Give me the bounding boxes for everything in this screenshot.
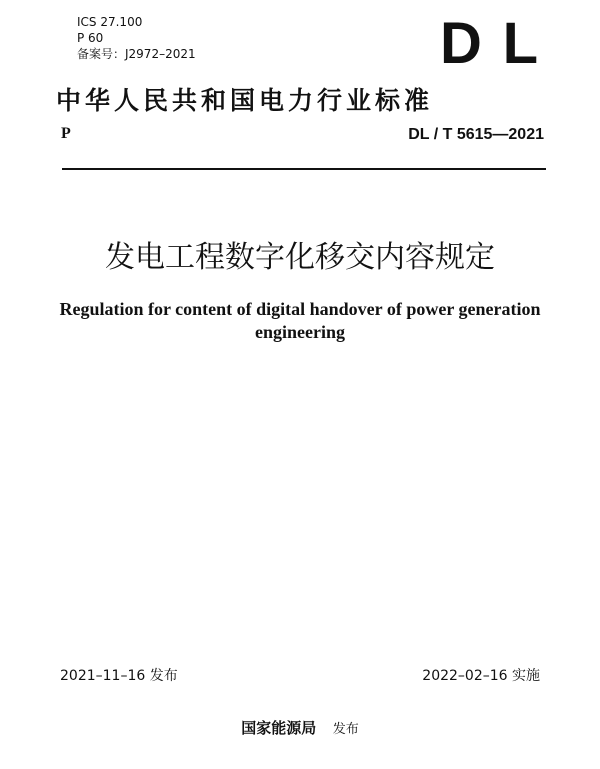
category-code: P 60: [77, 31, 104, 45]
dl-logo: [440, 11, 538, 76]
standard-title: 中华人民共和国电力行业标准: [56, 86, 434, 115]
header-divider: [62, 168, 546, 170]
implemented-date: 2022–02–16 实施: [422, 668, 540, 684]
document-title-english: Regulation for content of digital handover of power generation engineering: [59, 299, 541, 342]
logo-letter-d: D: [440, 11, 482, 76]
logo-letter-l: L: [502, 11, 538, 76]
issuer: [0, 719, 600, 739]
issuer-name: 国家能源局: [241, 719, 317, 737]
issuer-action: 发布: [332, 722, 359, 737]
classification-code: P: [61, 125, 71, 142]
issued-date: 2021–11–16 发布: [60, 668, 178, 684]
document-title-chinese: 发电工程数字化移交内容规定: [105, 240, 495, 275]
record-number: 备案号：J2972–2021: [77, 47, 196, 61]
ics-code: ICS 27.100: [77, 15, 143, 29]
standard-number: DL / T 5615—2021: [408, 126, 544, 143]
